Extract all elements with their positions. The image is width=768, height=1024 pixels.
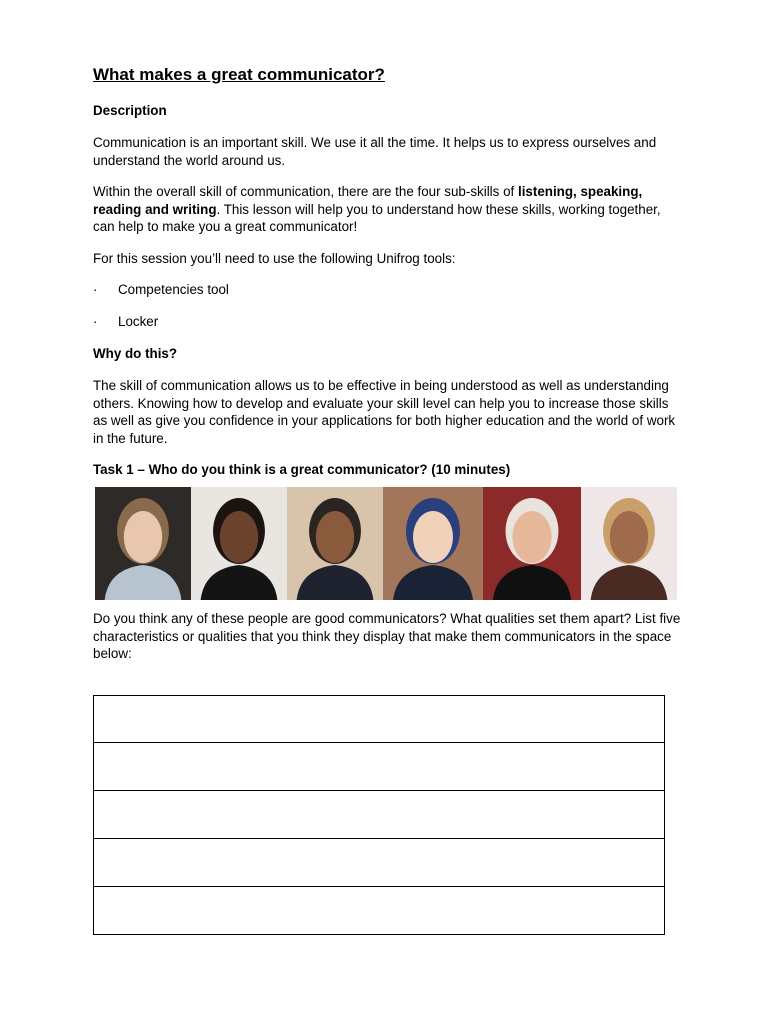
answer-row-2[interactable] bbox=[94, 743, 664, 791]
portrait-image bbox=[483, 487, 581, 600]
communicator-photos bbox=[95, 487, 677, 600]
description-p2-end: . This lesson will help you to understand how these skills, working together, can help to make you a great communicator! bbox=[93, 201, 661, 234]
why-heading: Why do this? bbox=[93, 346, 178, 361]
answer-row-5[interactable] bbox=[94, 887, 664, 934]
answer-row-1[interactable] bbox=[94, 696, 664, 743]
tools-intro: For this session you’ll need to use the following Unifrog tools: bbox=[93, 250, 456, 266]
bullet-marker: · bbox=[93, 282, 98, 297]
answer-table bbox=[93, 695, 665, 935]
portrait-image bbox=[191, 487, 287, 600]
photo-3 bbox=[287, 487, 383, 600]
why-paragraph: The skill of communication allows us to be effective in being understood as well as understanding others. Knowing how to develop and evaluate your skill level can help you to increase those skills as well as give you confidence in your applications for both higher education and the world of work in the future. bbox=[93, 378, 676, 446]
description-paragraph-2 bbox=[93, 183, 683, 236]
photo-5 bbox=[483, 487, 581, 600]
photo-1 bbox=[95, 487, 191, 600]
portrait-image bbox=[95, 487, 191, 600]
document-page bbox=[93, 64, 683, 677]
photo-4 bbox=[383, 487, 483, 600]
tool-list-item bbox=[93, 313, 683, 331]
portrait-image bbox=[287, 487, 383, 600]
description-paragraph-1: Communication is an important skill. We use it all the time. It helps us to express ourselves and understand the world around us. bbox=[93, 135, 657, 168]
bullet-marker: · bbox=[93, 314, 98, 329]
photo-2 bbox=[191, 487, 287, 600]
tool-list-item bbox=[93, 281, 683, 299]
tool-label-locker: Locker bbox=[118, 314, 159, 329]
task1-prompt: Do you think any of these people are good communicators? What qualities set them apart? List five characteristics or qualities that you think they display that make them communicators in the space below: bbox=[93, 611, 681, 661]
answer-row-4[interactable] bbox=[94, 839, 664, 887]
task1-heading: Task 1 – Who do you think is a great communicator? (10 minutes) bbox=[93, 462, 511, 477]
description-p2-bold: listening, speaking, reading and writing bbox=[93, 184, 643, 217]
portrait-image bbox=[383, 487, 483, 600]
answer-row-3[interactable] bbox=[94, 791, 664, 839]
description-p2-start: Within the overall skill of communication, there are the four sub-skills of bbox=[93, 184, 518, 199]
portrait-image bbox=[581, 487, 677, 600]
description-heading: Description bbox=[93, 103, 167, 118]
photo-6 bbox=[581, 487, 677, 600]
tool-label-competencies: Competencies tool bbox=[118, 282, 229, 297]
page-title: What makes a great communicator? bbox=[93, 65, 385, 84]
